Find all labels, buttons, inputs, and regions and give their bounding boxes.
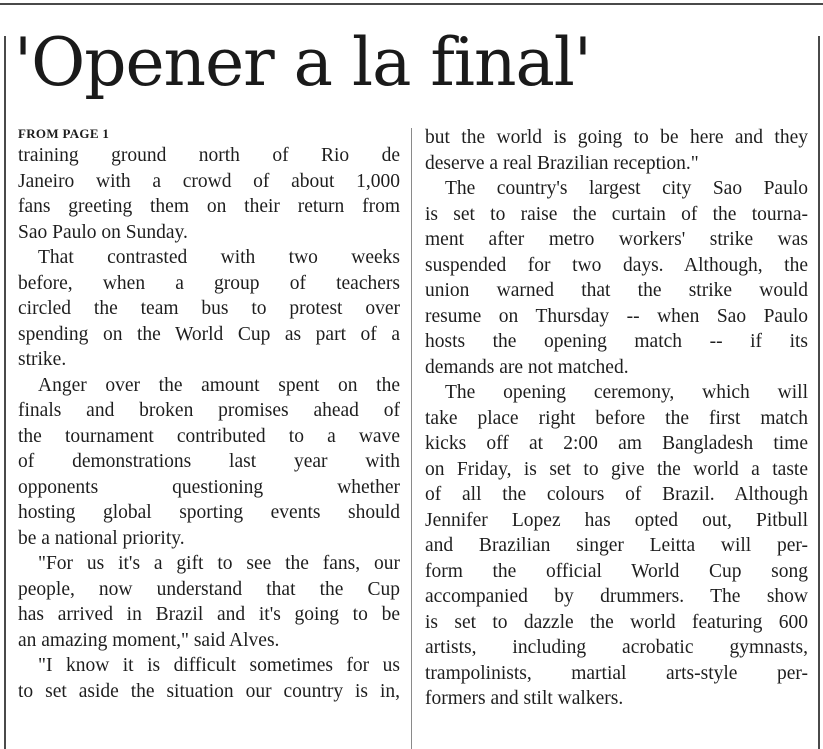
text-line: The opening ceremony, which will: [445, 382, 808, 403]
text-line: accompanied by drummers. The show: [425, 586, 808, 607]
text-line: formers and stilt walkers.: [425, 688, 624, 709]
text-line: on Friday, is set to give the world a taste: [425, 458, 808, 480]
headline: 'Opener a la final': [14, 24, 592, 101]
text-line: training ground north of Rio de: [18, 145, 400, 166]
text-line: artists, including acrobatic gymnasts,: [425, 637, 808, 658]
text-line: form the official World Cup song: [425, 560, 808, 582]
text-line: finals and broken promises ahead of: [18, 400, 400, 421]
text-line: an amazing moment," said Alves.: [18, 629, 280, 651]
text-line: to set aside the situation our country is in,: [18, 680, 400, 702]
text-line: "For us it's a gift to see the fans, our: [38, 553, 400, 574]
text-line: kicks off at 2:00 am Bangladesh time: [425, 433, 808, 454]
text-line: The country's largest city Sao Paulo: [445, 178, 808, 199]
column-divider: [411, 128, 412, 749]
text-line: the tournament contributed to a wave: [18, 425, 400, 447]
text-line: is set to raise the curtain of the tourna-: [425, 203, 808, 225]
left-column: [18, 125, 400, 704]
text-line: but the world is going to be here and they: [425, 127, 808, 148]
text-line: That contrasted with two weeks: [38, 247, 400, 268]
top-rule: [0, 3, 823, 5]
text-line: Sao Paulo on Sunday.: [18, 221, 188, 243]
text-line: Jennifer Lopez has opted out, Pitbull: [425, 509, 808, 531]
text-line: strike.: [18, 349, 67, 370]
text-line: Anger over the amount spent on the: [38, 374, 400, 396]
text-line: demands are not matched.: [425, 356, 629, 378]
left-border-rule: [4, 36, 6, 749]
text-line: of all the colours of Brazil. Although: [425, 484, 808, 505]
text-line: of demonstrations last year with: [18, 451, 400, 472]
text-line: deserve a real Brazilian reception.": [425, 152, 699, 174]
text-line: opponents questioning whether: [18, 476, 400, 498]
left-column-body: [18, 143, 400, 704]
text-line: before, when a group of teachers: [18, 272, 400, 294]
text-line: trampolinists, martial arts-style per-: [425, 662, 808, 684]
text-line: spending on the World Cup as part of a: [18, 323, 400, 345]
text-line: fans greeting them on their return from: [18, 196, 400, 217]
text-line: "I know it is difficult sometimes for us: [38, 655, 400, 676]
text-line: hosts the opening match -- if its: [425, 331, 808, 352]
text-line: is set to dazzle the world featuring 600: [425, 611, 808, 633]
right-column: [425, 125, 808, 712]
text-line: take place right before the first match: [425, 407, 808, 429]
text-line: people, now understand that the Cup: [18, 578, 400, 600]
text-line: be a national priority.: [18, 527, 185, 549]
text-line: hosting global sporting events should: [18, 502, 400, 523]
text-line: union warned that the strike would: [425, 280, 808, 301]
right-border-rule: [818, 36, 820, 749]
text-line: ment after metro workers' strike was: [425, 229, 808, 250]
text-line: and Brazilian singer Leitta will per-: [425, 535, 808, 556]
text-line: suspended for two days. Although, the: [425, 254, 808, 276]
right-column-body: [425, 125, 808, 712]
text-line: resume on Thursday -- when Sao Paulo: [425, 305, 808, 327]
text-line: Janeiro with a crowd of about 1,000: [18, 170, 400, 192]
kicker-from-page: FROM PAGE 1: [18, 126, 110, 141]
text-line: circled the team bus to protest over: [18, 298, 400, 319]
text-line: has arrived in Brazil and it's going to be: [18, 604, 400, 625]
